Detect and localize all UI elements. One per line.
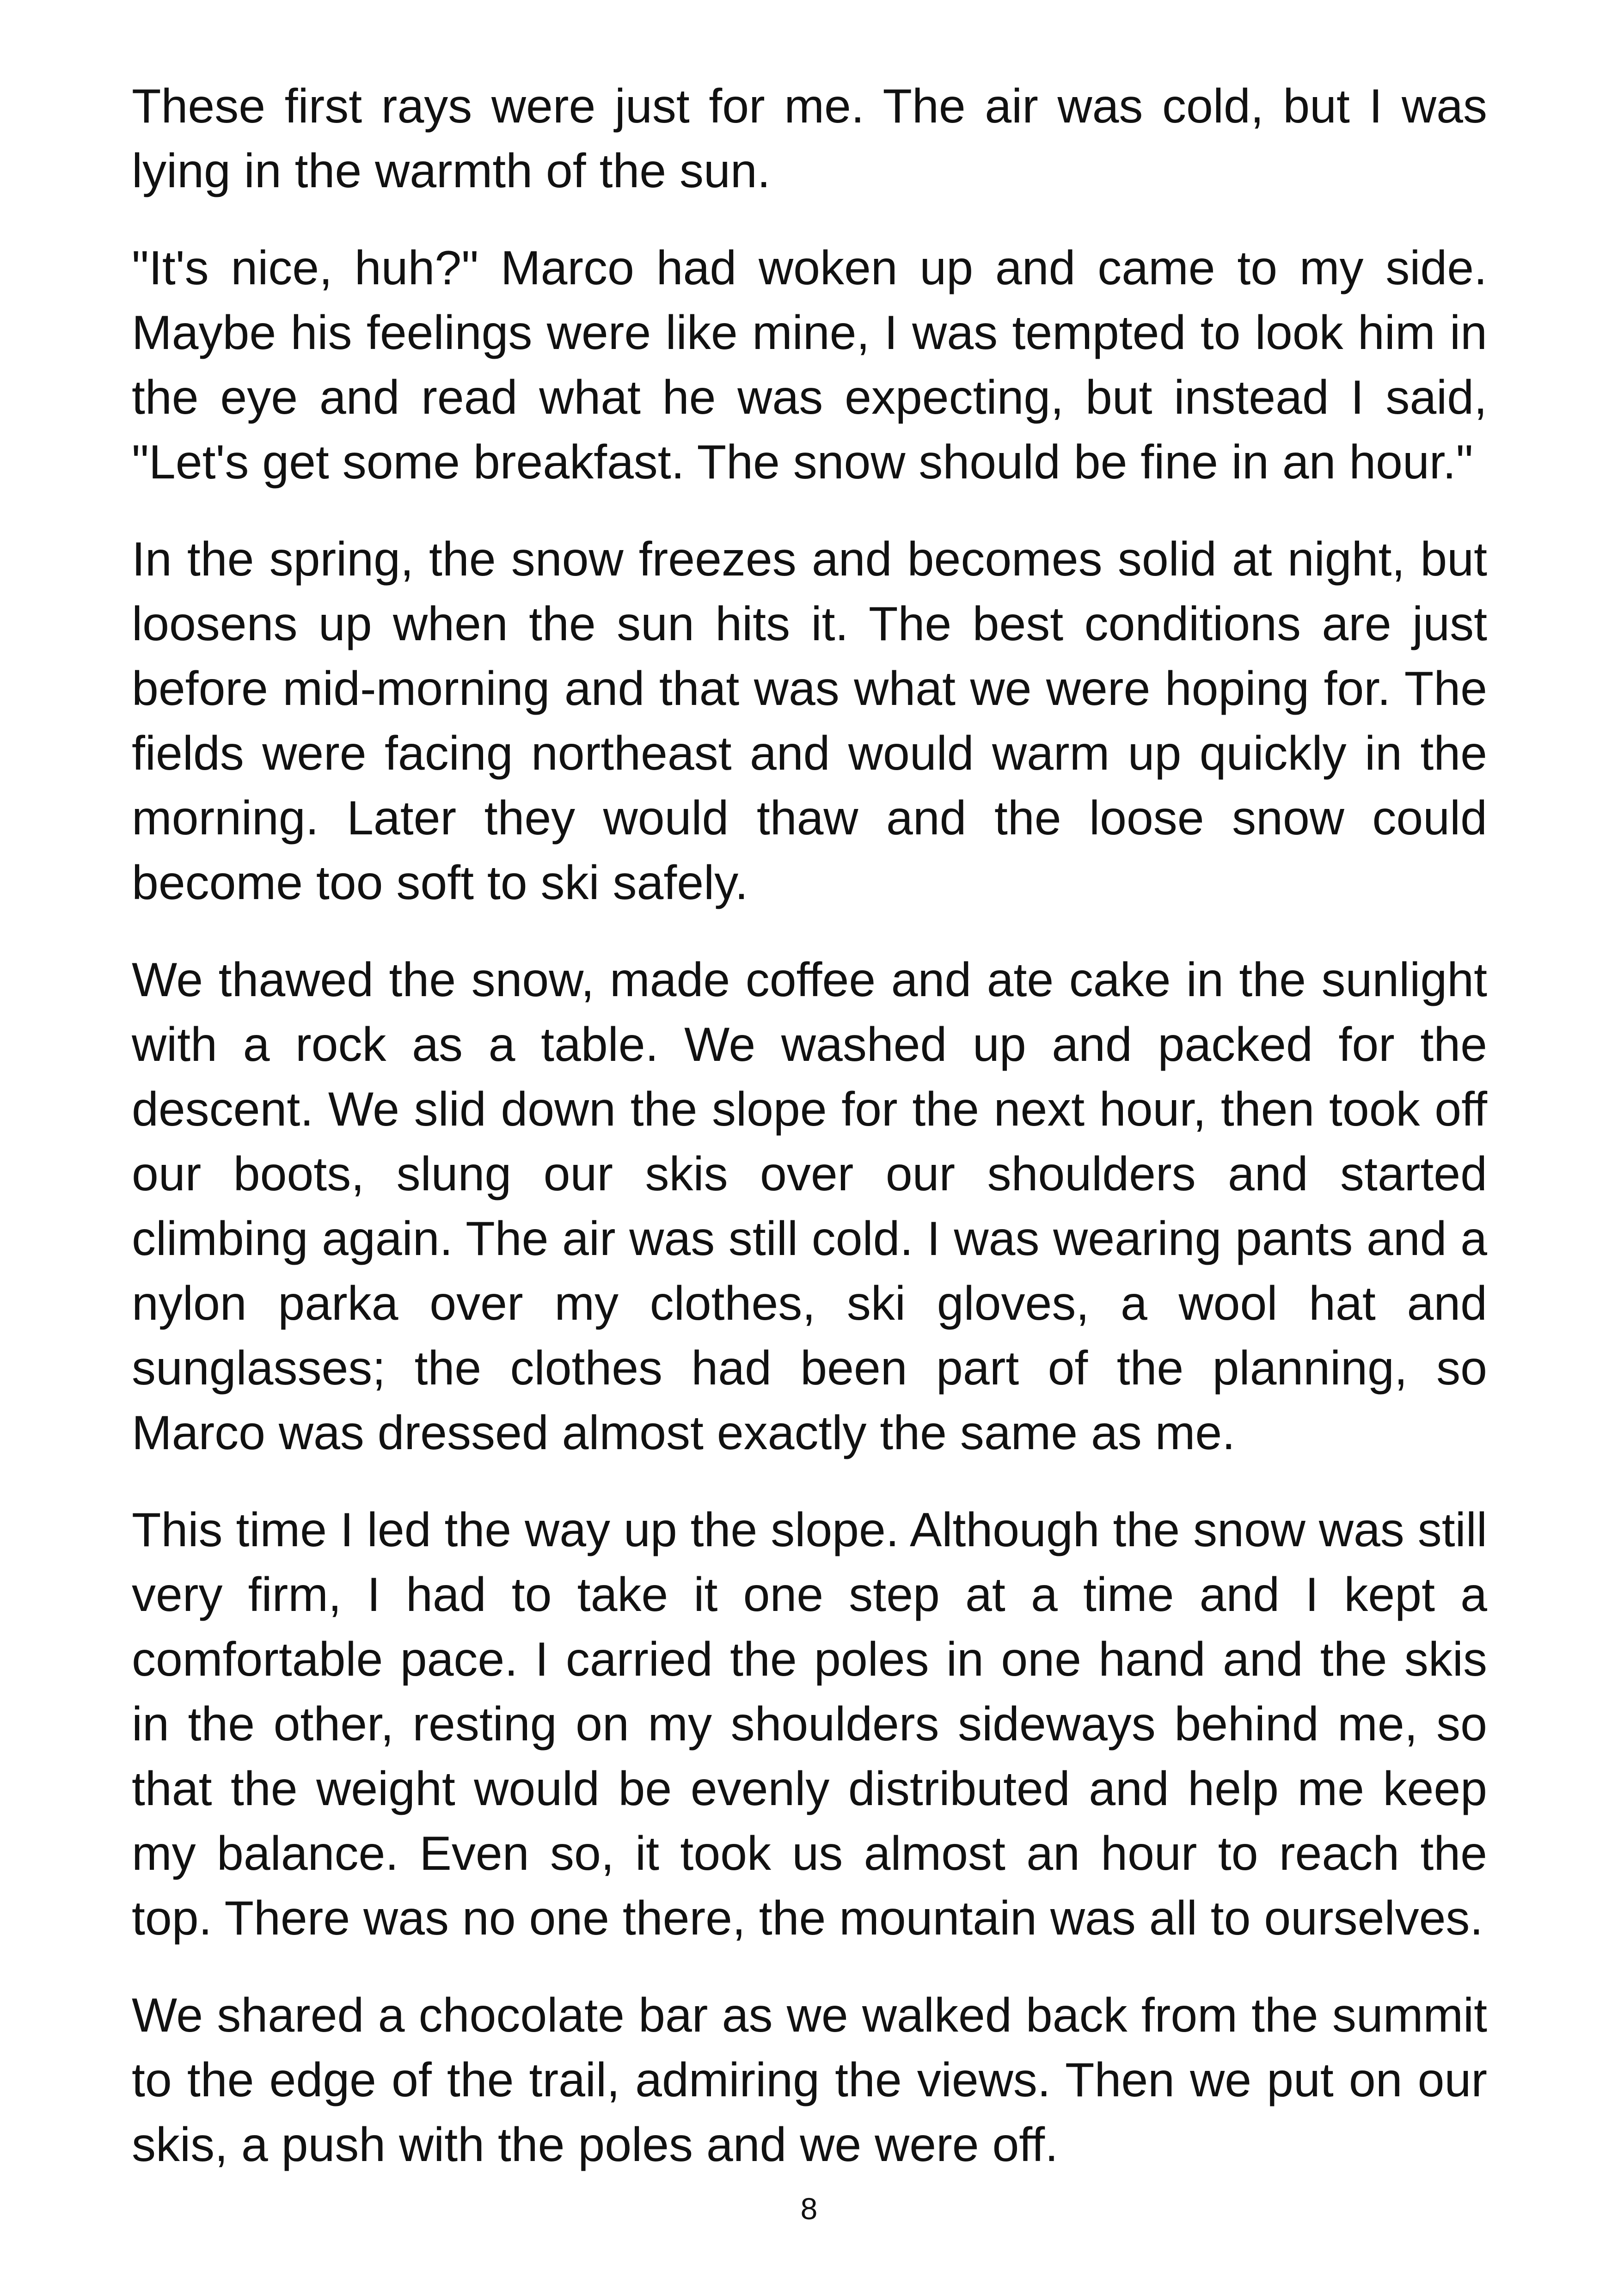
paragraph-3: In the spring, the snow freezes and becomes solid at night, but loosens up when the sun hits it. The best conditions are just before mid-morning and that was what we were hoping for. The fields were facing northeast and would warm up quickly in the morning. Later they would thaw and the loose snow could become too soft to ski safely. <box>132 533 1487 910</box>
paragraph-2: "It's nice, huh?" Marco had woken up and came to my side. Maybe his feelings were like mine, I was tempted to look him in the eye and read what he was expecting, but instead I said, "Let's get some breakfast. The snow should be fine in an hour." <box>132 241 1487 489</box>
paragraph-5: This time I led the way up the slope. Although the snow was still very firm, I had to take it one step at a time and I kept a comfortable pace. I carried the poles in one hand and the skis in the other, resting on my shoulders sideways behind me, so that the weight would be evenly distributed and help me keep my balance. Even so, it took us almost an hour to reach the top. There was no one there, the mountain was all to ourselves. <box>132 1503 1487 1945</box>
body-text <box>132 74 1487 2210</box>
paragraph-4: We thawed the snow, made coffee and ate cake in the sunlight with a rock as a table. We washed up and packed for the descent. We slid down the slope for the next hour, then took off our boots, slung our skis over our shoulders and started climbing again. The air was still cold. I was wearing pants and a nylon parka over my clothes, ski gloves, a wool hat and sunglasses; the clothes had been part of the planning, so Marco was dressed almost exactly the same as me. <box>132 953 1487 1460</box>
paragraph-6: We shared a chocolate bar as we walked back from the summit to the edge of the trail, admiring the views. Then we put on our skis, a push with the poles and we were off. <box>132 1989 1487 2172</box>
page-number: 8 <box>800 2192 818 2226</box>
paragraph-1: These first rays were just for me. The air was cold, but I was lying in the warmth of the sun. <box>132 80 1487 198</box>
